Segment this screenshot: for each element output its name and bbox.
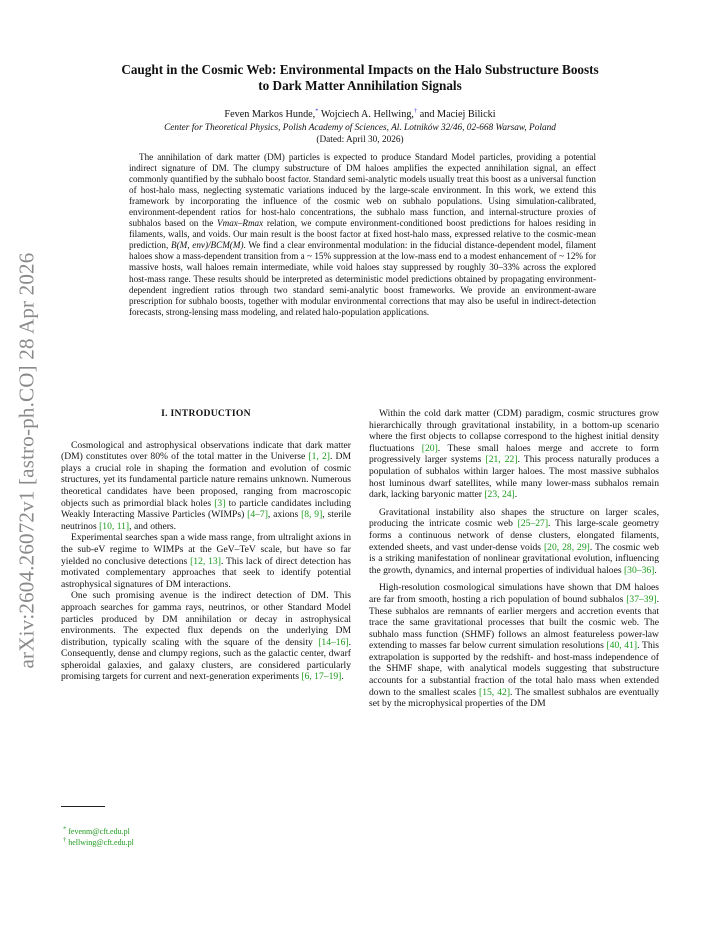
citation-link[interactable]: [21, 22] [485, 454, 518, 466]
intro-paragraph-6: High-resolution cosmological simulations have shown that DM haloes are far from smooth, hosting a rich population of bound subhalos [37–39]. These subhalos are remnants of earlier mergers and accretion events that trace the same gravitational processes that built the cosmic web. The subhalo mass function (SHMF) follows an almost featureless power-law extending to masses far below current simulation resolutions [40, 41]. This extrapolation is supported by the redshift- and host-mass independence of the SHMF shape, with analytical models suggesting that substructure accounts for a substantial fraction of the total halo mass when extended down to the smallest scales [15, 42]. The smallest subhalos are eventually set by the microphysical properties of the DM [369, 582, 660, 710]
intro-paragraph-4: Within the cold dark matter (CDM) paradigm, cosmic structures grow hierarchically through gravitational instability, in a bottom-up scenario where the first objects to collapse correspond to the highest initial density fluctuations [20]. These small haloes merge and accrete to form progressively larger systems [21, 22]. This process naturally produces a population of subhalos within larger haloes. The most massive subhalos host luminous dwarf satellites, while many lower-mass subhalos remain dark, lacking baryonic matter [23, 24]. [369, 408, 659, 501]
citation-link[interactable]: [25–27] [517, 518, 549, 530]
footnote-2 [63, 837, 134, 848]
right-column [369, 408, 659, 710]
citation-link[interactable]: [3] [214, 497, 226, 509]
footnotes [63, 826, 134, 848]
affiliation: Center for Theoretical Physics, Polish Academy of Sciences, Al. Lotników 32/46, 02-668 Warsaw, Poland [164, 123, 556, 133]
author-3: and Maciej Bilicki [419, 109, 496, 120]
citation-link[interactable]: [1, 2] [308, 451, 330, 463]
author-2-footnote-mark[interactable]: † [413, 107, 418, 115]
citation-link[interactable]: [20] [421, 442, 438, 454]
left-column [61, 408, 351, 683]
citation-link[interactable]: [4–7] [247, 509, 268, 521]
intro-paragraph-2: Experimental searches span a wide mass range, from ultralight axions in the sub-eV regime to WIMPs at the GeV–TeV scale, but have so far yielded no conclusive detections [12, 13]. This lack of direct detection has motivated complementary approaches that seek to identify potential astrophysical signatures of DM interactions. [61, 532, 352, 590]
title-line-1: Caught in the Cosmic Web: Environmental Impacts on the Halo Substructure Boosts [121, 62, 599, 77]
email-link-hellwing[interactable]: hellwing@cft.edu.pl [68, 838, 134, 847]
footnote-divider [61, 806, 105, 807]
citation-link[interactable]: [23, 24] [484, 489, 515, 501]
title-line-2: to Dark Matter Annihilation Signals [258, 78, 462, 93]
citation-link[interactable]: [30–36] [623, 564, 655, 576]
citation-link[interactable]: [40, 41] [606, 640, 638, 652]
abstract-text-1: The annihilation of dark matter (DM) particles is expected to produce Standard Model particles, providing a potential indirect signature of DM. The clumpy substructure of DM haloes amplifies the expected annihilation signal, an effect commonly quantified by the subhalo boost factor. Standard semi-analytic models usually treat this boost as a universal function of host-halo mass, neglecting systematic variations induced by the large-scale environment. In this work, we extend this framework by incorporating the influence of the cosmic web on subhalo populations. Using simulation-calibrated, environment-dependent ratios for host-halo concentrations, the subhalo mass function, and internal-structure proxies of subhalos based on the [129, 152, 596, 229]
date-line: (Dated: April 30, 2026) [316, 135, 404, 145]
citation-link[interactable]: [12, 13] [190, 555, 221, 567]
citation-link[interactable]: [8, 9] [301, 509, 323, 521]
author-2: Wojciech A. Hellwing, [320, 109, 414, 120]
citation-link[interactable]: [10, 11] [99, 520, 130, 532]
section-heading-introduction: I. INTRODUCTION [161, 408, 251, 419]
citation-link[interactable]: [14–16] [318, 636, 349, 648]
intro-paragraph-5: Gravitational instability also shapes the structure on larger scales, producing the intricate cosmic web [25–27]. This large-scale geometry forms a continuous network of dense clusters, elongated filaments, extended sheets, and vast under-dense voids [20, 28, 29]. The cosmic web is a striking manifestation of nonlinear gravitational evolution, influencing the growth, dynamics, and internal properties of individual haloes [30–36]. [369, 506, 659, 576]
footnote-1 [63, 826, 134, 837]
author-1: Feven Markos Hunde, [224, 109, 316, 120]
abstract-text-2: relation, we compute environment-conditioned boost predictions for haloes residing in filaments, walls, and voids. Our main result is the boost factor at fixed host-halo mass, expressed relative to the cosmic-mean prediction, [129, 218, 596, 251]
arxiv-id-text: arXiv:2604.26072v1 [astro-ph.CO] 28 Apr 2026 [14, 252, 39, 668]
footnote-2-mark: † [63, 836, 67, 844]
paper-title [60, 62, 660, 94]
citation-link[interactable]: [20, 28, 29] [543, 541, 590, 553]
vmax-rmax-symbol: Vmax–Rmax [217, 218, 264, 229]
email-link-hunde[interactable]: fevenm@cft.edu.pl [68, 827, 130, 836]
footnote-1-mark: * [63, 825, 67, 833]
author-1-footnote-mark[interactable]: * [315, 107, 319, 115]
intro-paragraph-3: One such promising avenue is the indirect detection of DM. This approach searches for gamma rays, neutrinos, or other Standard Model particles produced by DM annihilation or decay in astrophysical environments. The expected flux depends on the underlying DM distribution, typically scaling with the square of the density [14–16]. Consequently, dense and clumpy regions, such as the galactic center, dwarf spheroidal galaxies, and galaxy clusters, are considered particularly promising targets for current and next-generation experiments [6, 17–19]. [61, 590, 351, 683]
intro-paragraph-1: Cosmological and astrophysical observations indicate that dark matter (DM) constitutes over 80% of the total matter in the Universe [1, 2]. DM plays a crucial role in shaping the formation and evolution of cosmic structures, yet its fundamental particle nature remains unknown. Numerous theoretical candidates have been proposed, ranging from macroscopic objects such as primordial black holes [3] to particle candidates including Weakly Interacting Massive Particles (WIMPs) [4–7], axions [8, 9], sterile neutrinos [10, 11], and others. [61, 439, 352, 532]
citation-link[interactable]: [6, 17–19] [301, 671, 342, 683]
boost-ratio-expression: B(M, env)/BCM(M) [171, 240, 244, 251]
arxiv-identifier-stamp [6, 250, 48, 670]
author-list [60, 108, 660, 121]
citation-link[interactable]: [15, 42] [479, 686, 511, 698]
citation-link[interactable]: [37–39] [626, 593, 657, 605]
abstract [129, 152, 596, 318]
abstract-text-3: . We find a clear environmental modulation: in the fiducial distance-dependent model, filament haloes show a mass-dependent transition from a ~ 15% suppression at the low-mass end to a modest enhancement of ~ 12% for massive hosts, wall haloes remain intermediate, while void haloes stay suppressed by roughly 30–33% across the explored host-mass range. These results should be interpreted as deterministic model predictions obtained by propagating environment-dependent ingredient ratios through two standard semi-analytic boost frameworks. We provide an environment-aware prescription for subhalo boosts, together with modular environmental corrections that may also be useful in indirect-detection forecasts, strong-lensing mass modeling, and related halo-population applications. [129, 240, 597, 317]
